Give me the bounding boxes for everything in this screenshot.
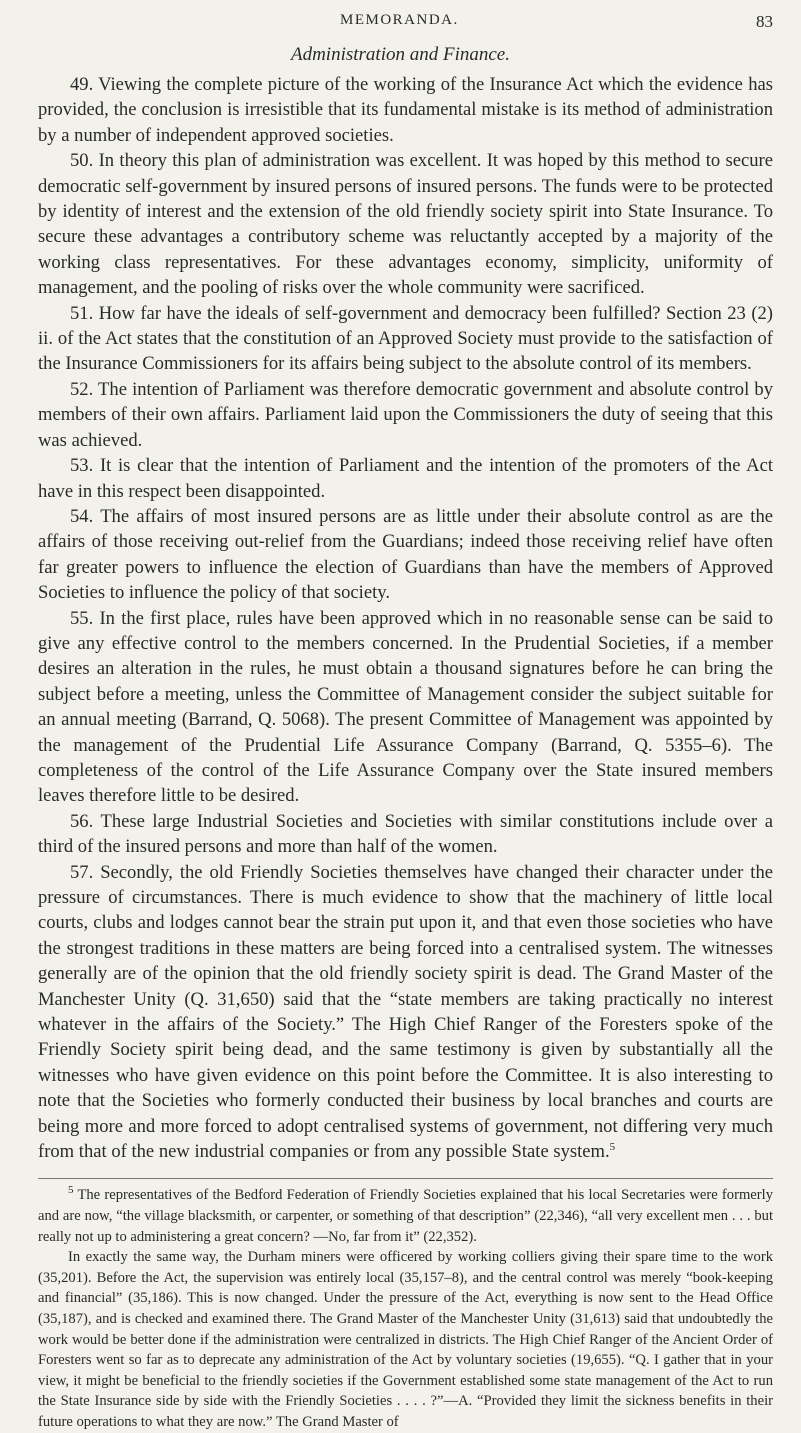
paragraph-53: 53. It is clear that the intention of Parliament and the intention of the promoters of the Act have in this respect been disappointed. (38, 455, 773, 502)
paragraph-50: 50. In theory this plan of administration was excellent. It was hoped by this method to secure democratic self-government by insured persons of insured persons. The funds were to be protected by identity of interest and the extension of the old friendly society spirit into State Insurance. To secure these advantages a contributory scheme was reluctantly accepted by a majority of the working class representatives. For these advantages economy, simplicity, uniformity of management, and the pooling of risks over the whole community were sacrificed. (38, 150, 773, 299)
paragraph-56: 56. These large Industrial Societies and Societies with similar constitutions include over a third of the insured persons and more than half of the women. (38, 810, 773, 858)
body-text (38, 72, 773, 1433)
page-number: 83 (756, 12, 773, 31)
paragraph-55: 55. In the first place, rules have been approved which in no reasonable sense can be said to give any effective control to the members concerned. In the Prudential Societies, if a member desires an alteration in the rules, he must obtain a thousand signatures before he can bring the subject before a meeting, unless the Committee of Management consider the subject suitable for an annual meeting (Barrand, Q. 5068). The present Committee of Management was appointed by the management of the Prudential Life Assurance Company (Barrand, Q. 5355–6). The completeness of the control of the Life Assurance Company over the State insured members leaves therefore little to be desired. (38, 607, 773, 807)
paragraph-51: 51. How far have the ideals of self-government and democracy been fulfilled? Section 23 (2) ii. of the Act states that the constitution of an Approved Society must provide to the satisfaction of the Insurance Commissioners for its affairs being subject to the absolute control of its members. (38, 302, 773, 375)
footnote-reference: 5 (609, 1140, 616, 1153)
paragraph-54: 54. The affairs of most insured persons are as little under their absolute control as are the affairs of those receiving out-relief from the Guardians; indeed those receiving relief have often far greater powers to influence the election of Guardians than have the members of Approved Societies to influence the policy of that society. (38, 505, 773, 604)
footnote-5 (38, 1185, 773, 1247)
footnote-continuation: In exactly the same way, the Durham miners were officered by working colliers giving their spare time to the work (35,201). Before the Act, the supervision was entirely local (35,157–8), and the central control was merely “book-keeping and financial” (35,186). This is now changed. Under the pressure of the Act, everything is now sent to the Head Office (35,187), and is checked and examined there. The Grand Master of the Manchester Unity (31,613) said that undoubtedly the work would be better done if the administration were centralized in districts. The High Chief Ranger of the Ancient Order of Foresters went so far as to deprecate any administration of the Act by voluntary societies (19,655). “Q. I gather that in your view, it might be beneficial to the friendly societies if the Government established some state management of the Act to run the State Insurance side by side with the Friendly Societies . . . . ?”—A. “Provided they limit the sickness benefits in their future operations to what they are now.” The Grand Master of (38, 1249, 773, 1430)
running-head-title: MEMORANDA. (340, 12, 459, 28)
running-head (0, 12, 801, 36)
section-heading: Administration and Finance. (290, 44, 510, 65)
paragraph-57 (38, 860, 773, 1165)
paragraph-57-text: 57. Secondly, the old Friendly Societies themselves have changed their character under the pressure of circumstances. There is much evidence to show that the machinery of little local courts, clubs and lodges cannot bear the strain put upon it, and that even those societies who have the strongest traditions in these matters are being forced into a centralised system. The witnesses generally are of the opinion that the old friendly society spirit is dead. The Grand Master of the Manchester Unity (Q. 31,650) said that the “state members are taking practically no interest whatever in the affairs of the Society.” The High Chief Ranger of the Foresters spoke of the Friendly Society spirit being dead, and the same testimony is given by substantially all the witnesses who have given evidence on this point before the Committee. It is also interesting to note that the Societies who formerly conducted their business by local branches and courts are being more and more forced to adopt centralised systems of government, not differing very much from that of the new industrial companies or from any possible State system. (38, 861, 773, 1163)
paragraph-49: 49. Viewing the complete picture of the working of the Insurance Act which the evidence has provided, the conclusion is irresistible that its fundamental mistake is its method of administration by a number of independent approved societies. (38, 74, 773, 146)
footnote-marker: 5 (68, 1184, 74, 1197)
footnote-5-text: The representatives of the Bedford Federation of Friendly Societies explained that his local Secretaries were formerly and are now, “the village blacksmith, or carpenter, or something of that description” (22,346), “all very excellent men . . . but really not up to administering a great concern? —No, far from it” (22,352). (38, 1187, 773, 1245)
paragraph-52: 52. The intention of Parliament was therefore democratic government and absolute control by members of their own affairs. Parliament laid upon the Commissioners the duty of seeing that this was achieved. (38, 378, 773, 451)
footnote-divider (38, 1178, 773, 1179)
